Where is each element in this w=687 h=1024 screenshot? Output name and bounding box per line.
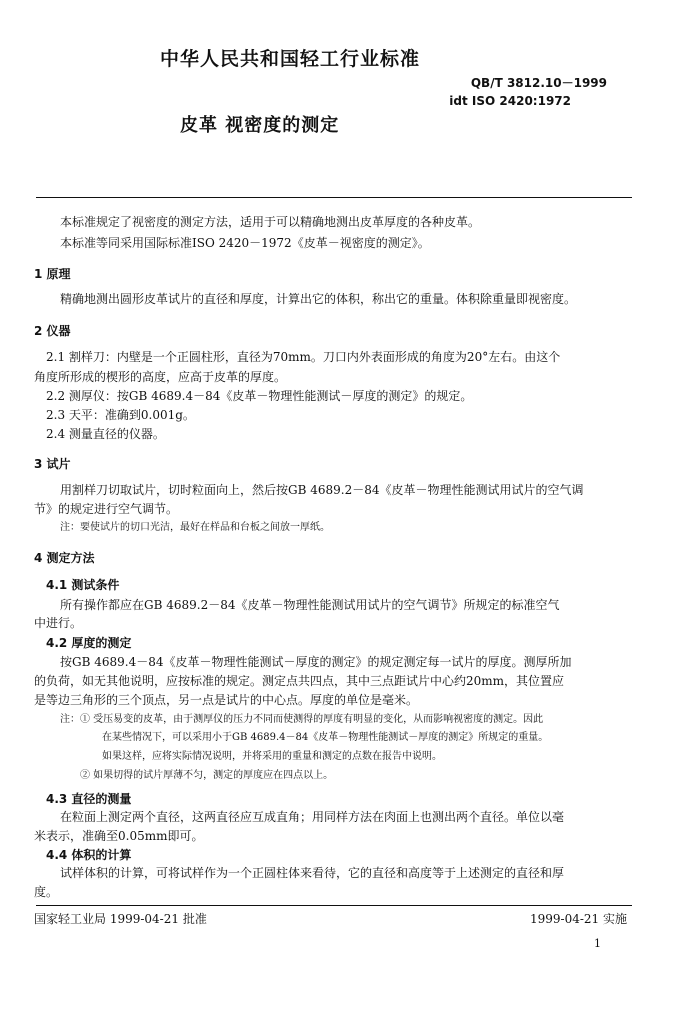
header-divider: [36, 197, 632, 198]
issuing-body-title: 中华人民共和国轻工行业标准: [160, 48, 421, 70]
subsection-4-1-line-2: 中进行。: [34, 616, 83, 630]
subsection-4-4-title: 4.4 体积的计算: [46, 848, 132, 862]
section-3-heading: 3 试片: [34, 457, 71, 471]
identical-adoption-code: idt ISO 2420:1972: [449, 94, 571, 108]
subsection-4-4-line-2: 度。: [34, 885, 59, 899]
section-3-line-1: 用割样刀切取试片，切时粒面向上，然后按GB 4689.2－84《皮革－物理性能测试用试片的空气调: [60, 483, 584, 497]
intro-line-1: 本标准规定了视密度的测定方法，适用于可以精确地测出皮革厚度的各种皮革。: [60, 215, 481, 229]
note-1-line-2: 在某些情况下，可以采用小于GB 4689.4－84《皮革－物理性能测试－厚度的测定》所规定的重量。: [102, 732, 549, 743]
subsection-4-3-line-1: 在粒面上测定两个直径，这两直径应互成直角；用同样方法在肉面上也测出两个直径。单位以毫: [60, 810, 565, 824]
section-1-text: 精确地测出圆形皮革试片的直径和厚度，计算出它的体积，称出它的重量。体积除重量即视密度。: [60, 292, 577, 306]
intro-line-2: 本标准等同采用国际标准ISO 2420－1972《皮革－视密度的测定》。: [60, 236, 430, 250]
subsection-4-2-line-3: 是等边三角形的三个顶点，另一点是试片的中心点。厚度的单位是毫米。: [34, 693, 419, 707]
subsection-4-4-line-1: 试样体积的计算，可将试样作为一个正圆柱体来看待，它的直径和高度等于上述测定的直径和厚: [60, 866, 565, 880]
document-title: 皮革 视密度的测定: [180, 115, 340, 136]
item-2-3: 2.3 天平：准确到0.001g。: [46, 408, 195, 422]
item-2-4: 2.4 测量直径的仪器。: [46, 427, 165, 441]
subsection-4-3-title: 4.3 直径的测量: [46, 792, 132, 806]
standard-code: QB/T 3812.10－1999: [470, 76, 607, 90]
subsection-4-1-title: 4.1 测试条件: [46, 578, 120, 592]
item-2-1-line-2: 角度所形成的楔形的高度，应高于皮革的厚度。: [34, 370, 287, 384]
subsection-4-3-line-2: 米表示，准确至0.05mm即可。: [34, 829, 204, 843]
approval-line: 国家轻工业局 1999-04-21 批准: [34, 912, 207, 926]
note-2: ② 如果切得的试片厚薄不匀，测定的厚度应在四点以上。: [80, 770, 334, 781]
item-2-1-line-1: 2.1 割样刀：内壁是一个正圆柱形，直径为70mm。刀口内外表面形成的角度为20°左右。由这个: [46, 350, 561, 364]
item-2-2: 2.2 测厚仪：按GB 4689.4－84《皮革－物理性能测试－厚度的测定》的规定。: [46, 389, 473, 403]
section-4-heading: 4 测定方法: [34, 551, 95, 565]
section-1-heading: 1 原理: [34, 267, 71, 281]
subsection-4-1-line-1: 所有操作都应在GB 4689.2－84《皮革－物理性能测试用试片的空气调节》所规定的标准空气: [60, 598, 560, 612]
section-2-heading: 2 仪器: [34, 324, 71, 338]
section-3-line-2: 节》的规定进行空气调节。: [34, 502, 179, 516]
note-1-line-1: 注：① 受压易变的皮革，由于测厚仪的压力不同而使测得的厚度有明显的变化，从而影响视密度的测定。因此: [60, 714, 544, 725]
implementation-date: 1999-04-21 实施: [529, 912, 627, 926]
subsection-4-2-title: 4.2 厚度的测定: [46, 636, 132, 650]
section-3-note: 注：要使试片的切口光洁，最好在样品和台板之间放一厚纸。: [60, 522, 330, 533]
subsection-4-2-line-1: 按GB 4689.4－84《皮革－物理性能测试－厚度的测定》的规定测定每一试片的厚度。测厚所加: [60, 655, 572, 669]
page-number: 1: [594, 937, 601, 950]
subsection-4-2-line-2: 的负荷，如无其他说明，应按标准的规定。测定点共四点，其中三点距试片中心约20mm，其位置应: [34, 674, 565, 688]
note-1-line-3: 如果这样，应将实际情况说明，并将采用的重量和测定的点数在报告中说明。: [102, 751, 442, 762]
footer-divider: [36, 905, 632, 906]
